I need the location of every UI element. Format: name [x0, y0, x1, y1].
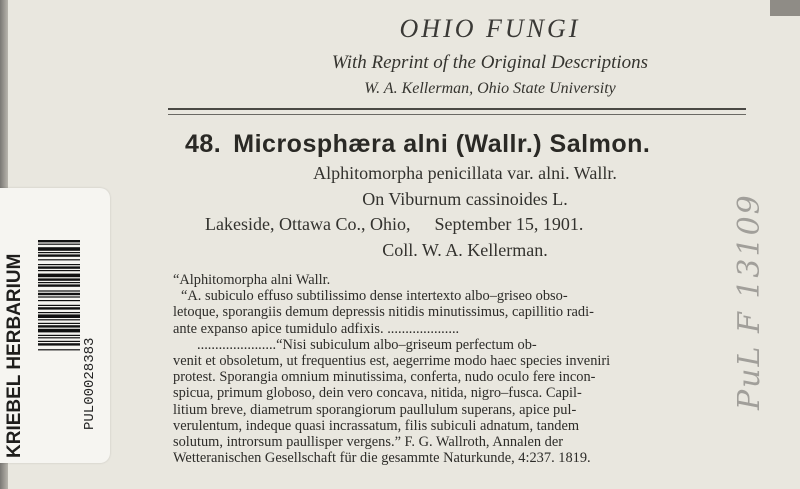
barcode-bar: [38, 244, 80, 245]
locality: Lakeside, Ottawa Co., Ohio,: [205, 214, 411, 234]
barcode-bar: [38, 319, 80, 320]
barcode-bar: [38, 341, 80, 342]
barcode-bar: [38, 323, 80, 324]
barcode-bar: [38, 337, 80, 338]
description-line: spicua, primum globoso, dein vero concava, nitida, nigro–fusca. Capil-: [173, 385, 582, 402]
barcode-bar: [38, 314, 80, 318]
barcode-bar: [38, 305, 80, 306]
barcode-bar: [38, 252, 80, 253]
barcode-bar: [38, 270, 80, 271]
barcode-bar: [38, 293, 80, 295]
barcode-bar: [38, 254, 80, 256]
barcode-bar: [38, 343, 80, 345]
barcode-bar: [38, 264, 80, 265]
barcode-bar: [38, 329, 80, 333]
scan-corner: [770, 0, 800, 16]
barcode-bar: [38, 300, 80, 301]
herbarium-name: KRIEBEL HERBARIUM: [4, 253, 25, 458]
barcode-bar: [38, 325, 80, 327]
handwritten-accession: PuL F 13109: [732, 193, 767, 410]
barcode-bar: [38, 349, 80, 350]
description-line: solutum, introrsum paullisper vergens.” F. G. Wallroth, Annalen der: [173, 434, 564, 451]
barcode-number: PUL00028383: [82, 337, 98, 430]
barcode-bar: [38, 278, 80, 280]
barcode-bar: [38, 259, 80, 260]
divider-rule: [168, 108, 746, 110]
collector-line: Coll. W. A. Kellerman.: [382, 240, 548, 260]
description-line: Wetteranischen Gesellschaft für die gesammte Naturkunde, 4:237. 1819.: [173, 450, 591, 467]
species-heading: [185, 130, 745, 159]
description-line: venit et obsoletum, ut frequentius est, aegerrime modo haec species inveniri: [173, 353, 611, 370]
author-line: W. A. Kellerman, Ohio State University: [364, 80, 616, 97]
barcode-bar: [38, 296, 80, 297]
locality-date-line: [205, 214, 745, 235]
barcode-bar: [38, 284, 80, 286]
barcode-bar: [38, 247, 80, 251]
divider-rule-thin: [168, 114, 746, 115]
description-line: “Alphitomorpha alni Wallr.: [173, 272, 331, 288]
barcode-bar: [38, 312, 80, 313]
description-line: litium breve, diametrum sporangiorum paullulum superans, apice pul-: [173, 401, 577, 418]
description-line: verulentum, indeque quasi incrassatum, filis subiculi adnatum, tandem: [173, 417, 580, 434]
species-name: Microsphæra alni (Wallr.) Salmon.: [233, 130, 651, 158]
barcode-bar: [38, 240, 80, 242]
description-line: protest. Sporangia omnium minutissima, conferta, nudo oculo fere incon-: [173, 369, 596, 386]
synonym-line: Alphitomorpha penicillata var. alni. Wallr.: [313, 163, 617, 183]
barcode-bar: [38, 266, 80, 268]
collection-date: September 15, 1901.: [434, 214, 584, 234]
description-line: ......................“Nisi subiculum albo–griseum perfectum ob-: [197, 336, 537, 353]
original-description: [173, 272, 745, 466]
barcode-bar: [38, 307, 80, 309]
description-line: “A. subiculo effuso subtilissimo dense intertexto albo–griseo obso-: [181, 288, 568, 305]
page-title: OHIO FUNGI: [399, 14, 581, 43]
host-line: On Viburnum cassinoides L.: [362, 189, 568, 209]
description-line: ante expanso apice tumidulo adfixis. ....................: [173, 320, 460, 337]
page-subtitle: With Reprint of the Original Descriptions: [331, 52, 649, 73]
description-line: letoque, sporangiis demum depressis nitidis minutissimus, capillitio radi-: [173, 304, 594, 321]
barcode-bar: [38, 335, 80, 336]
specimen-number: 48.: [185, 130, 222, 158]
barcode: [38, 240, 80, 432]
barcode-bar: [38, 290, 80, 291]
barcode-bar: [38, 282, 80, 283]
barcode-bar: [38, 274, 80, 278]
